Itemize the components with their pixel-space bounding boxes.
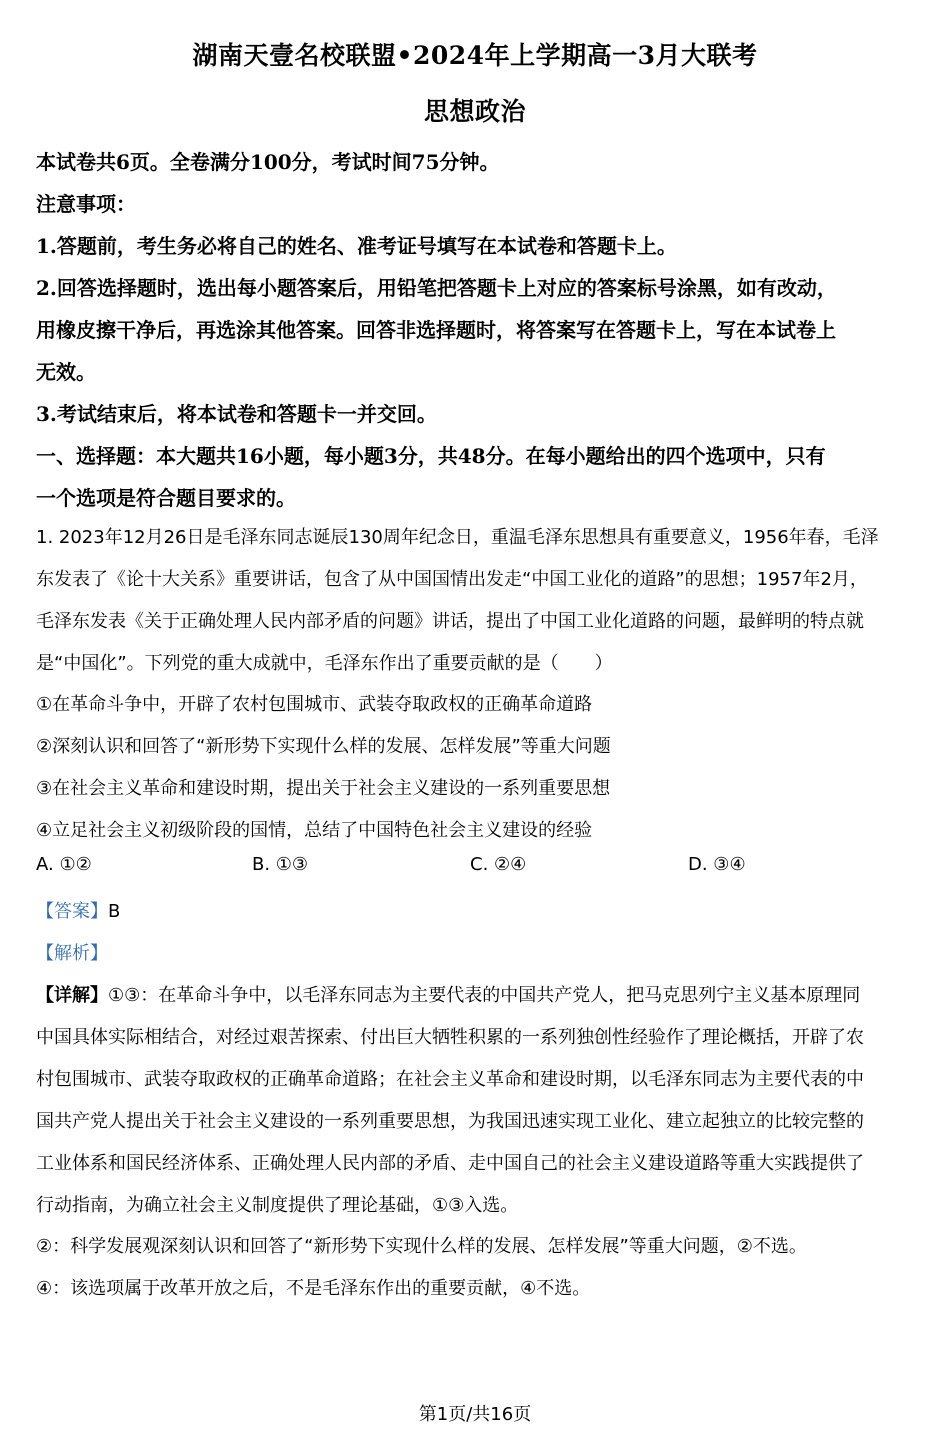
detail-line-5: 工业体系和国民经济体系、正确处理人民内部的矛盾、走中国自己的社会主义建设道路等重大实践提供了 (36, 1153, 864, 1174)
detail-line-1 (36, 981, 916, 1007)
question-1-item-1: ①在革命斗争中，开辟了农村包围城市、武装夺取政权的正确革命道路 (36, 694, 593, 715)
option-d: D. ③④ (688, 854, 746, 875)
intro-text: 本试卷共6页。全卷满分100分，考试时间75分钟。 (36, 150, 500, 174)
detail-line-6: 行动指南，为确立社会主义制度提供了理论基础，①③入选。 (36, 1195, 519, 1216)
question-1-item-3: ③在社会主义革命和建设时期，提出关于社会主义建设的一系列重要思想 (36, 778, 611, 799)
detail-line-8: ④：该选项属于改革开放之后，不是毛泽东作出的重要贡献，④不选。 (36, 1278, 591, 1299)
answer-value: B (108, 901, 121, 922)
option-a: A. ①② (36, 854, 92, 875)
exam-title: 湖南天壹名校联盟•2024年上学期高一3月大联考 (192, 41, 758, 70)
question-1-stem-line-2: 东发表了《论十大关系》重要讲话，包含了从中国国情出发走“中国工业化的道路”的思想；1957年2月， (36, 569, 868, 590)
analysis-row (36, 939, 916, 965)
question-1-stem-line-3: 毛泽东发表《关于正确处理人民内部矛盾的问题》讲话，提出了中国工业化道路的问题，最鲜明的特点就 (36, 611, 864, 632)
option-b: B. ①③ (252, 854, 309, 875)
option-c: C. ②④ (470, 854, 527, 875)
question-1-stem-line-1: 1. 2023年12月26日是毛泽东同志诞辰130周年纪念日，重温毛泽东思想具有重要意义，1956年春，毛泽 (36, 527, 879, 548)
detail-label: 【详解】 (36, 985, 108, 1006)
note-2-line-2: 用橡皮擦干净后，再选涂其他答案。回答非选择题时，将答案写在答题卡上，写在本试卷上 (36, 318, 836, 342)
section-heading-line-2: 一个选项是符合题目要求的。 (36, 486, 296, 510)
detail-line-2: 中国具体实际相结合，对经过艰苦探索、付出巨大牺牲积累的一系列独创性经验作了理论概括，开辟了农 (36, 1027, 864, 1048)
note-2-line-3: 无效。 (36, 360, 96, 384)
subject-title: 思想政治 (423, 97, 526, 126)
question-1-item-2: ②深刻认识和回答了“新形势下实现什么样的发展、怎样发展”等重大问题 (36, 736, 611, 757)
notes-heading: 注意事项： (36, 192, 136, 216)
note-1: 1.答题前，考生务必将自己的姓名、准考证号填写在本试卷和答题卡上。 (36, 234, 677, 258)
answer-row (36, 897, 916, 923)
detail-line-3: 村包围城市、武装夺取政权的正确革命道路；在社会主义革命和建设时期，以毛泽东同志为主要代表的中 (36, 1069, 864, 1090)
answer-label: 【答案】 (36, 901, 108, 922)
section-heading-line-1: 一、选择题：本大题共16小题，每小题3分，共48分。在每小题给出的四个选项中，只有 (36, 444, 826, 468)
question-1-item-4: ④立足社会主义初级阶段的国情，总结了中国特色社会主义建设的经验 (36, 820, 593, 841)
note-2-line-1: 2.回答选择题时，选出每小题答案后，用铅笔把答题卡上对应的答案标号涂黑，如有改动， (36, 276, 837, 300)
detail-line-4: 国共产党人提出关于社会主义建设的一系列重要思想，为我国迅速实现工业化、建立起独立的比较完整的 (36, 1111, 864, 1132)
question-1-options (36, 854, 916, 880)
analysis-label: 【解析】 (36, 943, 108, 964)
detail-text-1: ①③：在革命斗争中，以毛泽东同志为主要代表的中国共产党人，把马克思列宁主义基本原理同 (108, 985, 861, 1006)
detail-line-7: ②：科学发展观深刻认识和回答了“新形势下实现什么样的发展、怎样发展”等重大问题，②不选。 (36, 1236, 807, 1257)
page-footer: 第1页/共16页 (418, 1404, 532, 1425)
note-3: 3.考试结束后，将本试卷和答题卡一并交回。 (36, 402, 437, 426)
question-1-stem-line-4: 是“中国化”。下列党的重大成就中，毛泽东作出了重要贡献的是（ ） (36, 653, 613, 674)
